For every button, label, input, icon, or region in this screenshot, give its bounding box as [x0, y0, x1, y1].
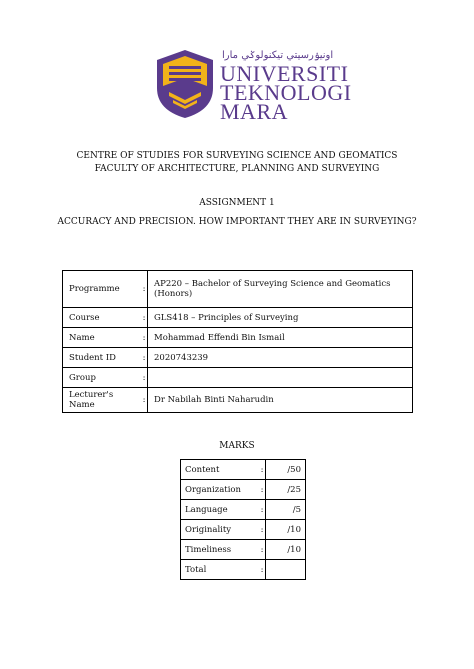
marks-row — [181, 460, 306, 480]
marks-value: /10 — [266, 540, 306, 560]
marks-separator: : — [259, 560, 266, 580]
info-value: GLS418 – Principles of Surveying — [148, 308, 413, 328]
info-label: Group — [63, 368, 142, 388]
marks-label: Timeliness — [181, 540, 260, 560]
marks-label: Originality — [181, 520, 260, 540]
marks-row — [181, 480, 306, 500]
info-label: Programme — [63, 271, 142, 308]
uitm-logo-icon — [155, 48, 215, 120]
assignment-label: ASSIGNMENT 1 — [199, 198, 275, 208]
info-label: Student ID — [63, 348, 142, 368]
info-separator: : — [141, 368, 148, 388]
info-separator: : — [141, 328, 148, 348]
marks-separator: : — [259, 460, 266, 480]
info-value: 2020743239 — [148, 348, 413, 368]
info-row — [63, 348, 413, 368]
info-separator: : — [141, 308, 148, 328]
logo-jawi-text: اونيۏرسيتي تيکنولوݢي مارا — [222, 50, 334, 61]
info-value: Dr Nabilah Binti Naharudin — [148, 388, 413, 413]
marks-value: /25 — [266, 480, 306, 500]
marks-table — [180, 459, 306, 580]
marks-row — [181, 540, 306, 560]
marks-value: /5 — [266, 500, 306, 520]
marks-value: /10 — [266, 520, 306, 540]
marks-value: /50 — [266, 460, 306, 480]
marks-separator: : — [259, 480, 266, 500]
marks-row — [181, 560, 306, 580]
university-line-3: MARA — [220, 99, 289, 124]
student-info-table — [62, 270, 413, 413]
centre-title: CENTRE OF STUDIES FOR SURVEYING SCIENCE AND GEOMATICS — [76, 151, 398, 161]
info-row — [63, 328, 413, 348]
university-name — [220, 61, 352, 124]
marks-row — [181, 500, 306, 520]
info-label: Lecturer's Name — [63, 388, 142, 413]
info-separator: : — [141, 271, 148, 308]
university-line-1: UNIVERSITI — [220, 61, 349, 86]
info-label: Course — [63, 308, 142, 328]
university-line-2: TEKNOLOGI — [220, 80, 352, 105]
info-value: AP220 – Bachelor of Surveying Science and Geomatics (Honors) — [148, 271, 413, 308]
info-value — [148, 368, 413, 388]
assignment-title: ACCURACY AND PRECISION. HOW IMPORTANT THEY ARE IN SURVEYING? — [57, 217, 417, 227]
marks-separator: : — [259, 540, 266, 560]
info-row — [63, 308, 413, 328]
marks-label: Language — [181, 500, 260, 520]
info-label: Name — [63, 328, 142, 348]
marks-title: MARKS — [219, 441, 255, 451]
info-separator: : — [141, 348, 148, 368]
faculty-title: FACULTY OF ARCHITECTURE, PLANNING AND SURVEYING — [94, 164, 380, 174]
info-separator: : — [141, 388, 148, 413]
info-row — [63, 368, 413, 388]
marks-separator: : — [259, 500, 266, 520]
info-row — [63, 388, 413, 413]
info-value: Mohammad Effendi Bin Ismail — [148, 328, 413, 348]
info-row — [63, 271, 413, 308]
marks-label: Organization — [181, 480, 260, 500]
marks-label: Content — [181, 460, 260, 480]
marks-row — [181, 520, 306, 540]
marks-separator: : — [259, 520, 266, 540]
marks-label: Total — [181, 560, 260, 580]
marks-value — [266, 560, 306, 580]
